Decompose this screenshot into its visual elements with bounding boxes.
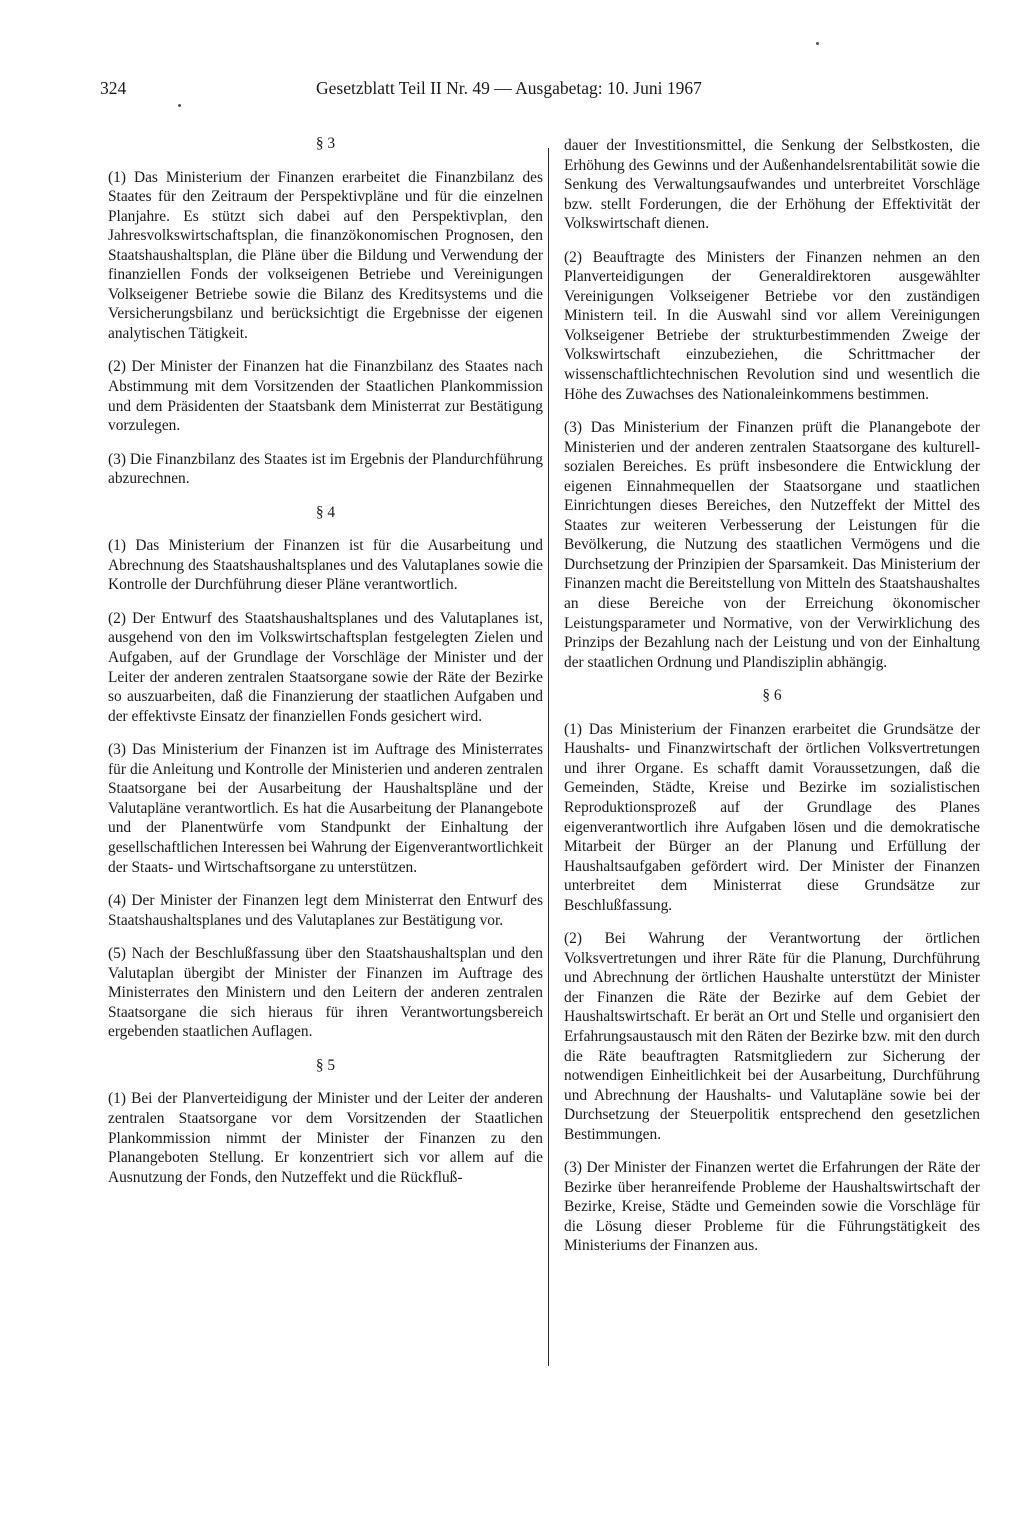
section-heading: § 5 (315, 1056, 336, 1074)
column-divider (548, 148, 549, 1366)
paragraph: (1) Das Ministerium der Finanzen erarbeitet die Grundsätze der Haushalts- und Finanzwirtschaft der örtlichen Volksvertretungen und ihrer Organe. Es schafft damit Voraussetzungen, daß die Gemeinden, Städte, Kreise und Bezirke im sozialistischen Reproduktionsprozeß auf der Grundlage des Planes eigenverantwortlich ihre Aufgaben lösen und die demokratische Mitarbeit der Bürger an der Planung und Erfüllung der Haushaltsaufgaben gefördert wird. Der Minister der Finanzen unterbreitet dem Ministerrat diese Grundsätze zur Beschlußfassung. (564, 720, 980, 914)
paragraph: (3) Das Ministerium der Finanzen prüft die Planangebote der Ministerien und der anderen zentralen Staatsorgane des kulturell-sozialen Bereiches. Es prüft insbesondere die Entwicklung der eigenen Einnahmequellen der Staatsorgane und staatlichen Einrichtungen dieses Bereiches, den Nutzeffekt der Mittel des Staates zur weiteren Verbesserung der Leistungen für die Bevölkerung, die Nutzung des staatlichen Vermögens und die Durchsetzung der Prinzipien der Sparsamkeit. Das Ministerium der Finanzen macht die Bereitstellung von Mitteln des Staatshaushaltes an diese Bereiche von der Erreichung ökonomischer Leistungsparameter und Normative, von der Verwirklichung des Prinzips der Bezahlung nach der Leistung und von der Einhaltung der staatlichen Ordnung und Plandisziplin abhängig. (564, 419, 980, 671)
section-heading: § 6 (762, 687, 782, 705)
running-head: Gesetzblatt Teil II Nr. 49 — Ausgabetag: 10. Juni 1967 (316, 78, 702, 98)
paragraph: (1) Das Ministerium der Finanzen ist für die Ausarbeitung und Abrechnung des Staatshaushaltsplanes und des Valutaplanes sowie die Kontrolle der Durchführung dieser Pläne verantwortlich. (108, 537, 543, 594)
scan-speck (816, 42, 819, 45)
left-column (108, 134, 543, 1201)
paragraph: (2) Der Entwurf des Staatshaushaltsplanes und des Valutaplanes ist, ausgehend von den im Volkswirtschaftsplan festgelegten Zielen und Aufgaben, auf der Grundlage der Vorschläge der Minister und der Leiter der anderen zentralen Staatsorgane sowie der Räte der Bezirke so auszuarbeiten, daß die Finanzierung der staatlichen Aufgaben und der effektivste Einsatz der finanziellen Fonds gesichert wird. (108, 609, 543, 725)
paragraph: (5) Nach der Beschlußfassung über den Staatshaushaltsplan und den Valutaplan übergibt der Minister der Finanzen im Auftrage des Ministerrates den Ministern und den Leitern der anderen zentralen Staatsorgane die sich hieraus für ihren Verantwortungsbereich ergebenden staatlichen Auflagen. (108, 945, 543, 1041)
paragraph: (3) Das Ministerium der Finanzen ist im Auftrage des Ministerrates für die Anleitung und Kontrolle der Ministerien und anderen zentralen Staatsorgane bei der Ausarbeitung der Haushaltspläne und der Valutapläne verantwortlich. Es hat die Ausarbeitung der Planangebote und der Planentwürfe vom Standpunkt der Einhaltung der gesellschaftlichen Interessen bei Wahrung der Eigenverantwortlichkeit der Staats- und Wirtschaftsorgane zu unterstützen. (108, 741, 543, 876)
scan-speck (178, 104, 181, 107)
paragraph: (1) Das Ministerium der Finanzen erarbeitet die Finanzbilanz des Staates für den Zeitraum der Perspektivpläne und für die einzelnen Planjahre. Es stützt sich dabei auf den Perspektivplan, den Jahresvolkswirtschaftsplan, die finanzökonomischen Prognosen, den Staatshaushaltsplan, die Pläne über die Bildung und Verwendung der finanziellen Fonds der volkseigenen Betriebe und Vereinigungen Volkseigener Betriebe sowie die Bilanz des Kreditsystems und die Versicherungsbilanz und berücksichtigt die Ergebnisse der eigenen analytischen Tätigkeit. (108, 168, 543, 342)
paragraph: (4) Der Minister der Finanzen legt dem Ministerrat den Entwurf des Staatshaushaltsplanes und des Valutaplanes zur Bestätigung vor. (108, 892, 543, 929)
paragraph: (3) Der Minister der Finanzen wertet die Erfahrungen der Räte der Bezirke über heranreifende Probleme der Haushaltswirtschaft der Bezirke, Kreise, Städte und Gemeinden sowie die Vorschläge für die Lösung dieser Probleme für die Führungstätigkeit des Ministeriums der Finanzen aus. (564, 1159, 980, 1255)
section-heading: § 3 (315, 135, 336, 152)
paragraph: (3) Die Finanzbilanz des Staates ist im Ergebnis der Plandurchführung abzurechnen. (108, 450, 543, 488)
paragraph: dauer der Investitionsmittel, die Senkung der Selbstkosten, die Erhöhung des Gewinns und der Außenhandelsrentabilität sowie die Senkung des Verwaltungsaufwandes und unterbreitet Vorschläge bzw. stellt Forderungen, die der Erhöhung der Effektivität der Volkswirtschaft dienen. (564, 137, 980, 233)
paragraph: (2) Der Minister der Finanzen hat die Finanzbilanz des Staates nach Abstimmung mit dem Vorsitzenden der Staatlichen Plankommission und dem Präsidenten der Staatsbank dem Ministerrat zur Bestätigung vorzulegen. (108, 358, 543, 435)
paragraph: (2) Beauftragte des Ministers der Finanzen nehmen an den Planverteidigungen der Generaldirektoren ausgewählter Vereinigungen Volkseigener Betriebe vor den zuständigen Ministern teil. In die Auswahl sind vor allem Vereinigungen Volkseigener Betriebe der strukturbestimmenden Zweige der Volkswirtschaft einzubeziehen, die Schrittmacher der wissenschaftlichtechnischen Revolution sind und wesentlich die Höhe des Zuwachses des Nationaleinkommens bestimmen. (564, 248, 980, 403)
paragraph: (1) Bei der Planverteidigung der Minister und der Leiter der anderen zentralen Staatsorgane vor dem Vorsitzenden der Staatlichen Plankommission nimmt der Minister der Finanzen zu den Planangeboten Stellung. Er konzentriert sich vor allem auf die Ausnutzung der Fonds, den Nutzeffekt und die Rückfluß- (108, 1090, 543, 1186)
page-number: 324 (100, 78, 127, 98)
page-header (100, 78, 790, 104)
right-column (564, 136, 980, 1270)
paragraph: (2) Bei Wahrung der Verantwortung der örtlichen Volksvertretungen und ihrer Räte für die Planung, Durchführung und Abrechnung der örtlichen Haushalte unterstützt der Minister der Finanzen die Räte der Bezirke auf dem Gebiet der Haushaltswirtschaft. Er berät an Ort und Stelle und organisiert den Erfahrungsaustausch mit den Räten der Bezirke bzw. mit den durch die Räte beauftragten Ratsmitgliedern zur Sicherung der notwendigen Einheitlichkeit bei der Ausarbeitung, Durchführung und Abrechnung der Haushalts- und Valutapläne sowie bei der Durchsetzung der Steuerpolitik entsprechend den gesetzlichen Bestimmungen. (564, 930, 980, 1143)
section-heading: § 4 (315, 503, 336, 521)
